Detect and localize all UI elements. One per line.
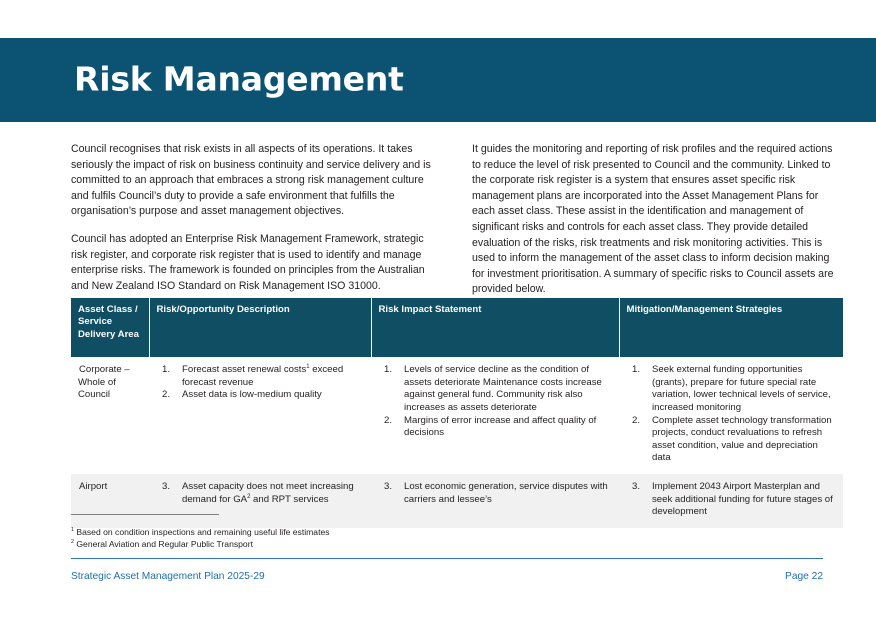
intro-text-block	[71, 142, 843, 298]
intro-column-left	[71, 142, 442, 298]
footnote-marker: 1	[71, 527, 74, 534]
footnote-item	[71, 538, 471, 550]
list-item-number: 1.	[632, 364, 641, 376]
footer-separator	[71, 558, 823, 559]
page-title: Risk Management	[74, 59, 404, 99]
footnote-list	[71, 526, 471, 551]
list-item	[626, 364, 836, 414]
risk-table	[71, 298, 843, 528]
list-item-text: Forecast asset renewal costs$^1$ exceed forecast revenue	[182, 364, 344, 388]
column-header-risk-impact: Risk Impact Statement	[371, 298, 619, 357]
list-item	[378, 364, 612, 414]
numbered-list	[378, 364, 612, 440]
list-item-text: Margins of error increase and affect quality of decisions	[404, 414, 597, 439]
footnotes-block	[71, 514, 471, 551]
list-item-number: 1.	[384, 364, 393, 376]
cell-risk-impact	[371, 357, 619, 474]
column-header-risk-description: Risk/Opportunity Description	[149, 298, 371, 357]
footnote-text: Based on condition inspections and remaining useful life estimates	[73, 527, 330, 537]
table-body	[71, 357, 843, 528]
list-item	[156, 481, 364, 506]
footnote-reference: 1	[306, 364, 310, 371]
cell-asset-class	[71, 357, 149, 474]
footnote-item	[71, 526, 471, 538]
list-item-number: 3.	[162, 480, 171, 492]
intro-paragraph: Council has adopted an Enterprise Risk Management Framework, strategic risk register, and corporate risk register that is used to identify and manage enterprise risks. The framework is founded on principles from the Australian and New Zealand ISO Standard on Risk Management ISO 31000.	[71, 232, 425, 292]
list-item-text: Seek external funding opportunities (grants), prepare for future special rate variation, lower technical levels of service, increased monitoring	[652, 364, 831, 413]
asset-class-label: Airport	[79, 480, 108, 492]
list-item-number: 2.	[632, 414, 641, 426]
asset-class-label: Corporate – Whole of Council	[78, 364, 130, 401]
column-header-mitigation: Mitigation/Management Strategies	[619, 298, 843, 357]
page-header-banner	[0, 38, 876, 122]
list-item-text: Complete asset technology transformation projects, conduct revaluations to refresh asset condition, value and depreciation data	[652, 414, 832, 464]
footnote-separator	[71, 514, 219, 515]
numbered-list	[626, 364, 836, 465]
list-item	[378, 481, 612, 506]
list-item-text: Lost economic generation, service disputes with carriers and lessee’s	[404, 480, 608, 505]
page-footer	[71, 571, 823, 582]
intro-paragraph: It guides the monitoring and reporting of risk profiles and the required actions to reduce the level of risk presented to Council and the community. Linked to the corporate risk register is a system that ensures asset specific risk management plans are incorporated into the Asset Management Plans for each asset class. These assist in the identification and management of significant risks and controls for each asset class. They provide detailed evaluation of the risks, risk treatments and risk monitoring activities. This is used to inform the management of the asset class to inform decision making for investment prioritisation. A summary of specific risks to Council assets are provided below.	[472, 143, 834, 296]
footnote-marker: 2	[71, 539, 74, 546]
intro-column-right	[472, 142, 843, 298]
table-row	[71, 357, 843, 474]
list-item	[156, 389, 364, 402]
column-header-asset-class: Asset Class / Service Delivery Area	[71, 298, 149, 357]
list-item-text: Levels of service decline as the condition of assets deteriorate Maintenance costs increase against general fund. Community risk also increases as assets deteriorate	[404, 364, 602, 413]
list-item-number: 3.	[384, 480, 393, 492]
numbered-list	[156, 364, 364, 402]
table-header	[71, 298, 843, 357]
list-item-number: 3.	[632, 480, 641, 492]
table-header-row	[71, 298, 843, 357]
footer-page-number: Page 22	[785, 571, 823, 582]
list-item	[626, 415, 836, 465]
list-item	[156, 364, 364, 389]
list-item-number: 2.	[162, 389, 171, 401]
cell-risk-description	[149, 357, 371, 474]
numbered-list	[626, 481, 836, 519]
numbered-list	[156, 481, 364, 506]
list-item-number: 1.	[162, 364, 171, 376]
list-item-text: Implement 2043 Airport Masterplan and seek additional funding for future stages of development	[652, 480, 833, 518]
numbered-list	[378, 481, 612, 506]
footnote-text: General Aviation and Regular Public Transport	[73, 539, 253, 550]
list-item-text: Asset capacity does not meet increasing demand for $GA^2$ and RPT services	[182, 480, 354, 505]
list-item	[378, 415, 612, 440]
intro-paragraph: Council recognises that risk exists in all aspects of its operations. It takes seriously the impact of risk on business continuity and service delivery and is committed to an approach that embraces a strong risk management culture and fulfils Council’s duty to provide a safe environment that fulfills the organisation’s purpose and asset management objectives.	[71, 143, 431, 218]
footnote-reference: 2	[247, 493, 251, 500]
list-item-number: 2.	[384, 414, 393, 426]
cell-mitigation	[619, 474, 843, 528]
list-item	[626, 481, 836, 519]
list-item-text: Asset data is low-medium quality	[182, 389, 322, 401]
cell-mitigation	[619, 357, 843, 474]
footer-document-title: Strategic Asset Management Plan 2025-29	[71, 571, 265, 582]
